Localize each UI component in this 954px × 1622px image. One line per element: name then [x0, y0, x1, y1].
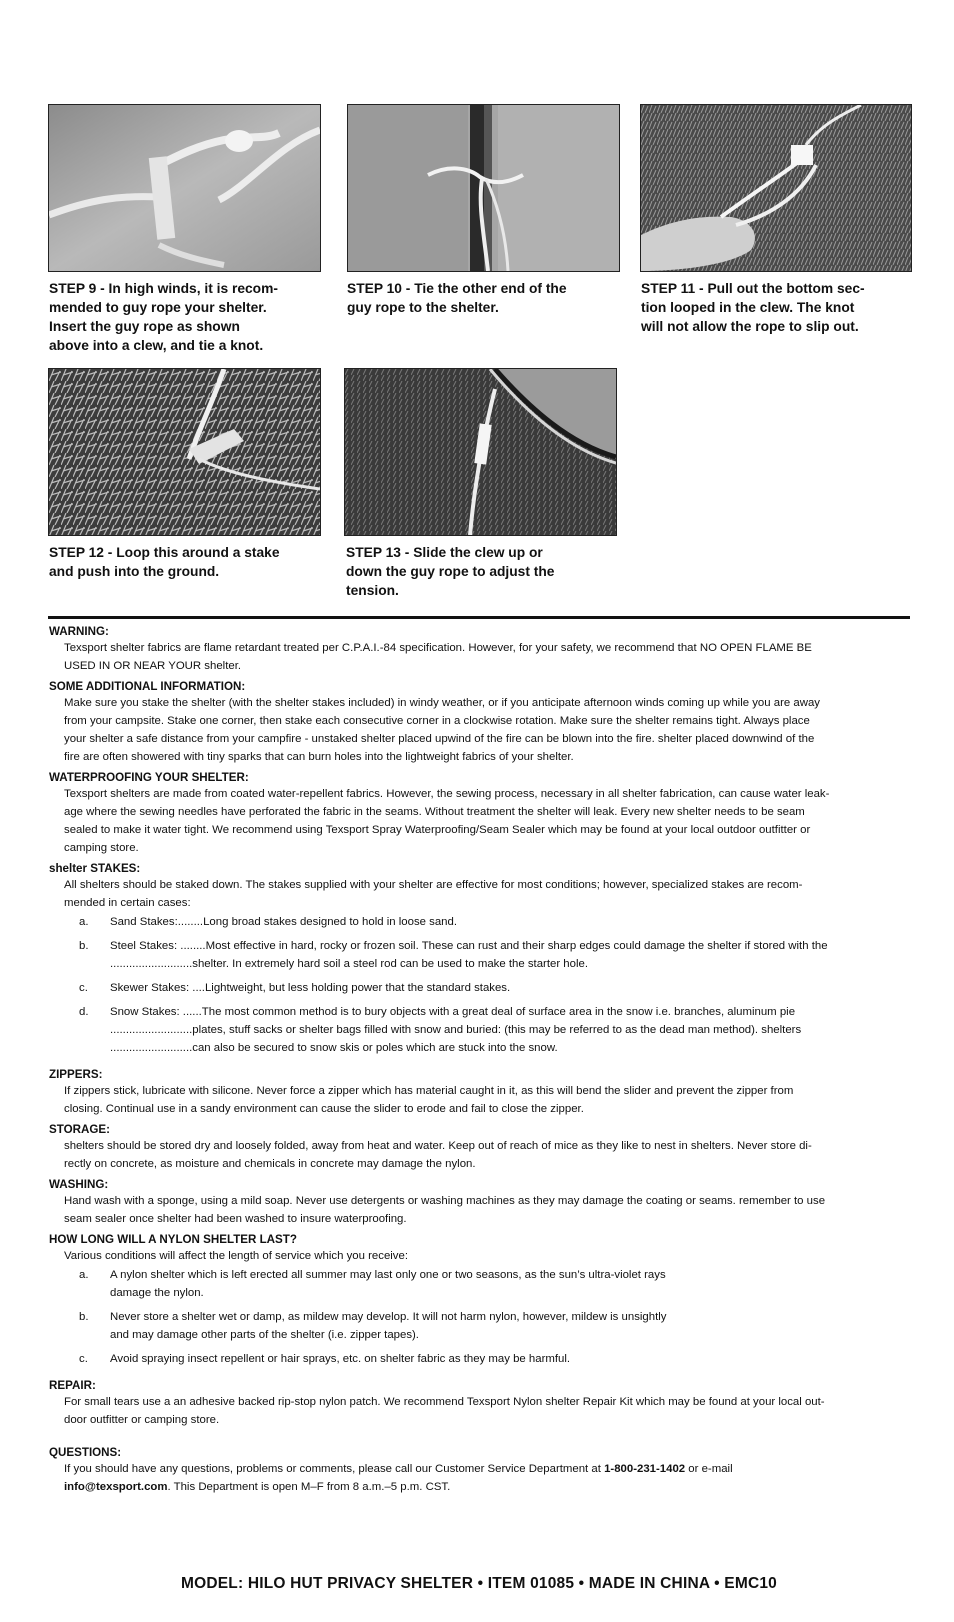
additional-info-section — [49, 679, 911, 766]
list-line: Steel Stakes: ........Most effective in hard, rocky or frozen soil. These can rust and their sharp edges could damage the shelter if stored with the — [110, 940, 828, 952]
section-heading: REPAIR: — [49, 1379, 96, 1392]
questions-section — [49, 1445, 911, 1496]
nylon-list — [64, 1266, 911, 1368]
step-11-caption — [641, 279, 931, 336]
paragraph-line: Texsport shelter fabrics are flame retardant treated per C.P.A.I.-84 specification. However, for your safety, we recommend that NO OPEN FLAME BE — [64, 642, 812, 654]
paragraph-line: from your campsite. Stake one corner, then stake each consecutive corner in a clockwise rotation. Make sure the shelter remains tight. Always place — [64, 715, 810, 727]
section-heading: shelter STAKES: — [49, 862, 141, 875]
paragraph-line: mended in certain cases: — [64, 897, 191, 909]
paragraph-line: Make sure you stake the shelter (with the shelter stakes included) in windy weather, or if you anticipate afternoon winds coming up while you are away — [64, 697, 820, 709]
paragraph-line: door outfitter or camping store. — [64, 1414, 220, 1426]
list-item — [64, 1003, 911, 1057]
warning-section — [49, 624, 911, 675]
list-item — [64, 937, 911, 973]
list-line: Skewer Stakes: ....Lightweight, but less holding power that the standard stakes. — [110, 982, 511, 994]
email-link[interactable]: info@texsport.com — [64, 1481, 168, 1493]
paragraph-line — [64, 1478, 911, 1496]
caption-line: STEP 12 - Loop this around a stake — [49, 545, 280, 560]
step-13-caption — [346, 543, 626, 600]
list-item — [64, 1266, 911, 1302]
instructions-body — [49, 624, 911, 1500]
caption-line: mended to guy rope your shelter. — [49, 300, 267, 315]
stakes-list — [64, 913, 911, 1057]
section-heading: STORAGE: — [49, 1123, 110, 1136]
list-line: A nylon shelter which is left erected all summer may last only one or two seasons, as the sun’s ultra-violet rays — [110, 1269, 666, 1281]
paragraph-line: camping store. — [64, 842, 139, 854]
step-9-caption — [49, 279, 329, 355]
list-marker: b. — [79, 1311, 89, 1323]
section-divider — [48, 616, 910, 619]
paragraph-line: For small tears use a an adhesive backed rip-stop nylon patch. We recommend Texsport Nylon shelter Repair Kit which may be found at your local out- — [64, 1396, 825, 1408]
questions-text: . This Department is open M–F from 8 a.m.–5 p.m. CST. — [167, 1481, 451, 1493]
caption-line: STEP 9 - In high winds, it is recom- — [49, 281, 278, 296]
section-heading: QUESTIONS: — [49, 1446, 122, 1459]
step-12-caption — [49, 543, 339, 581]
list-line: Sand Stakes:........Long broad stakes designed to hold in loose sand. — [110, 916, 458, 928]
list-line: Snow Stakes: ......The most common method is to bury objects with a great deal of surface area in the snow i.e. branches, aluminum pie — [110, 1006, 796, 1018]
questions-text: or e-mail — [685, 1463, 733, 1475]
section-heading: ZIPPERS: — [49, 1068, 103, 1081]
paragraph-line: fire are often showered with tiny sparks that can burn holes into the lightweight fabrics of your shelter. — [64, 751, 574, 763]
nylon-lifespan-section — [49, 1232, 911, 1368]
list-line: Never store a shelter wet or damp, as mildew may develop. It will not harm nylon, however, mildew is unsightly — [110, 1311, 667, 1323]
section-heading: WATERPROOFING YOUR SHELTER: — [49, 771, 249, 784]
phone-number[interactable]: 1-800-231-1402 — [604, 1463, 686, 1475]
clew-on-rope-photo — [344, 368, 617, 536]
caption-line: tion looped in the clew. The knot — [641, 300, 855, 315]
paragraph-line: USED IN OR NEAR YOUR shelter. — [64, 660, 242, 672]
caption-line: STEP 10 - Tie the other end of the — [347, 281, 567, 296]
hand-pulling-loop-photo — [640, 104, 912, 272]
paragraph-line: your shelter a safe distance from your campfire - unstaked shelter placed upwind of the fire can be blown into the fire. shelter placed downwind of the — [64, 733, 815, 745]
washing-section — [49, 1177, 911, 1228]
paragraph-line: seam sealer once shelter had been washed to insure waterproofing. — [64, 1213, 407, 1225]
section-heading: SOME ADDITIONAL INFORMATION: — [49, 680, 246, 693]
caption-line: STEP 11 - Pull out the bottom sec- — [641, 281, 865, 296]
caption-line: will not allow the rope to slip out. — [641, 319, 859, 334]
list-line: damage the nylon. — [110, 1287, 204, 1299]
caption-line: above into a clew, and tie a knot. — [49, 338, 264, 353]
list-line: ..........................can also be secured to snow skis or poles which are stuck into the snow. — [110, 1042, 558, 1054]
paragraph-line: age where the sewing needles have perforated the fabric in the seams. Without treatment the shelter will leak. Every new shelter needs to be seam — [64, 806, 805, 818]
list-marker: b. — [79, 940, 89, 952]
stake-in-grass-photo — [48, 368, 321, 536]
zippers-section — [49, 1067, 911, 1118]
rope-knot-clew-photo — [48, 104, 321, 272]
questions-text: If you should have any questions, problems or comments, please call our Customer Service Department at — [64, 1463, 605, 1475]
caption-line: guy rope to the shelter. — [347, 300, 499, 315]
list-marker: c. — [79, 1353, 88, 1365]
list-item — [64, 979, 911, 997]
list-item — [64, 913, 911, 931]
paragraph-line — [64, 1460, 911, 1478]
section-heading: HOW LONG WILL A NYLON SHELTER LAST? — [49, 1233, 297, 1246]
list-item — [64, 1350, 911, 1368]
caption-line: STEP 13 - Slide the clew up or — [346, 545, 543, 560]
list-line: Avoid spraying insect repellent or hair sprays, etc. on shelter fabric as they may be harmful. — [110, 1353, 571, 1365]
paragraph-line: Texsport shelters are made from coated water-repellent fabrics. However, the sewing process, necessary in all shelter fabrication, can cause water leak- — [64, 788, 830, 800]
list-marker: a. — [79, 1269, 89, 1281]
list-item — [64, 1308, 911, 1344]
stakes-section — [49, 861, 911, 1057]
list-marker: d. — [79, 1006, 89, 1018]
list-line: ..........................plates, stuff sacks or shelter bags filled with snow and buried: (this may be referred to as the dead man method). shelters — [110, 1024, 802, 1036]
paragraph-line: All shelters should be staked down. The stakes supplied with your shelter are effective for most conditions; however, specialized stakes are recom- — [64, 879, 803, 891]
list-line: and may damage other parts of the shelter (i.e. zipper tapes). — [110, 1329, 419, 1341]
paragraph-line: shelters should be stored dry and loosely folded, away from heat and water. Keep out of reach of mice as they like to nest in shelters. Never store di- — [64, 1140, 812, 1152]
repair-section — [49, 1378, 911, 1429]
paragraph-line: If zippers stick, lubricate with silicone. Never force a zipper which has material caught in it, as this will bend the slider and prevent the zipper from — [64, 1085, 794, 1097]
list-marker: a. — [79, 916, 89, 928]
paragraph-line: sealed to make it water tight. We recommend using Texsport Spray Waterproofing/Seam Sealer which may be found at your local outdoor outfitter or — [64, 824, 811, 836]
waterproofing-section — [49, 770, 911, 857]
paragraph-line: closing. Continual use in a sandy environment can cause the slider to erode and fail to close the zipper. — [64, 1103, 584, 1115]
caption-line: Insert the guy rope as shown — [49, 319, 240, 334]
list-line: ..........................shelter. In extremely hard soil a steel rod can be used to make the starter hole. — [110, 958, 589, 970]
paragraph-line: Various conditions will affect the length of service which you receive: — [64, 1250, 409, 1262]
paragraph-line: rectly on concrete, as moisture and chemicals in concrete may damage the nylon. — [64, 1158, 476, 1170]
model-footer: MODEL: HILO HUT PRIVACY SHELTER • ITEM 01085 • MADE IN CHINA • EMC10 — [181, 1575, 777, 1592]
storage-section — [49, 1122, 911, 1173]
caption-line: tension. — [346, 583, 399, 598]
list-marker: c. — [79, 982, 88, 994]
caption-line: down the guy rope to adjust the — [346, 564, 555, 579]
paragraph-line: Hand wash with a sponge, using a mild soap. Never use detergents or washing machines as they may damage the coating or seams. remember to use — [64, 1195, 826, 1207]
step-10-caption — [347, 279, 627, 317]
caption-line: and push into the ground. — [49, 564, 220, 579]
section-heading: WARNING: — [49, 625, 109, 638]
section-heading: WASHING: — [49, 1178, 109, 1191]
rope-tied-to-shelter-photo — [347, 104, 620, 272]
